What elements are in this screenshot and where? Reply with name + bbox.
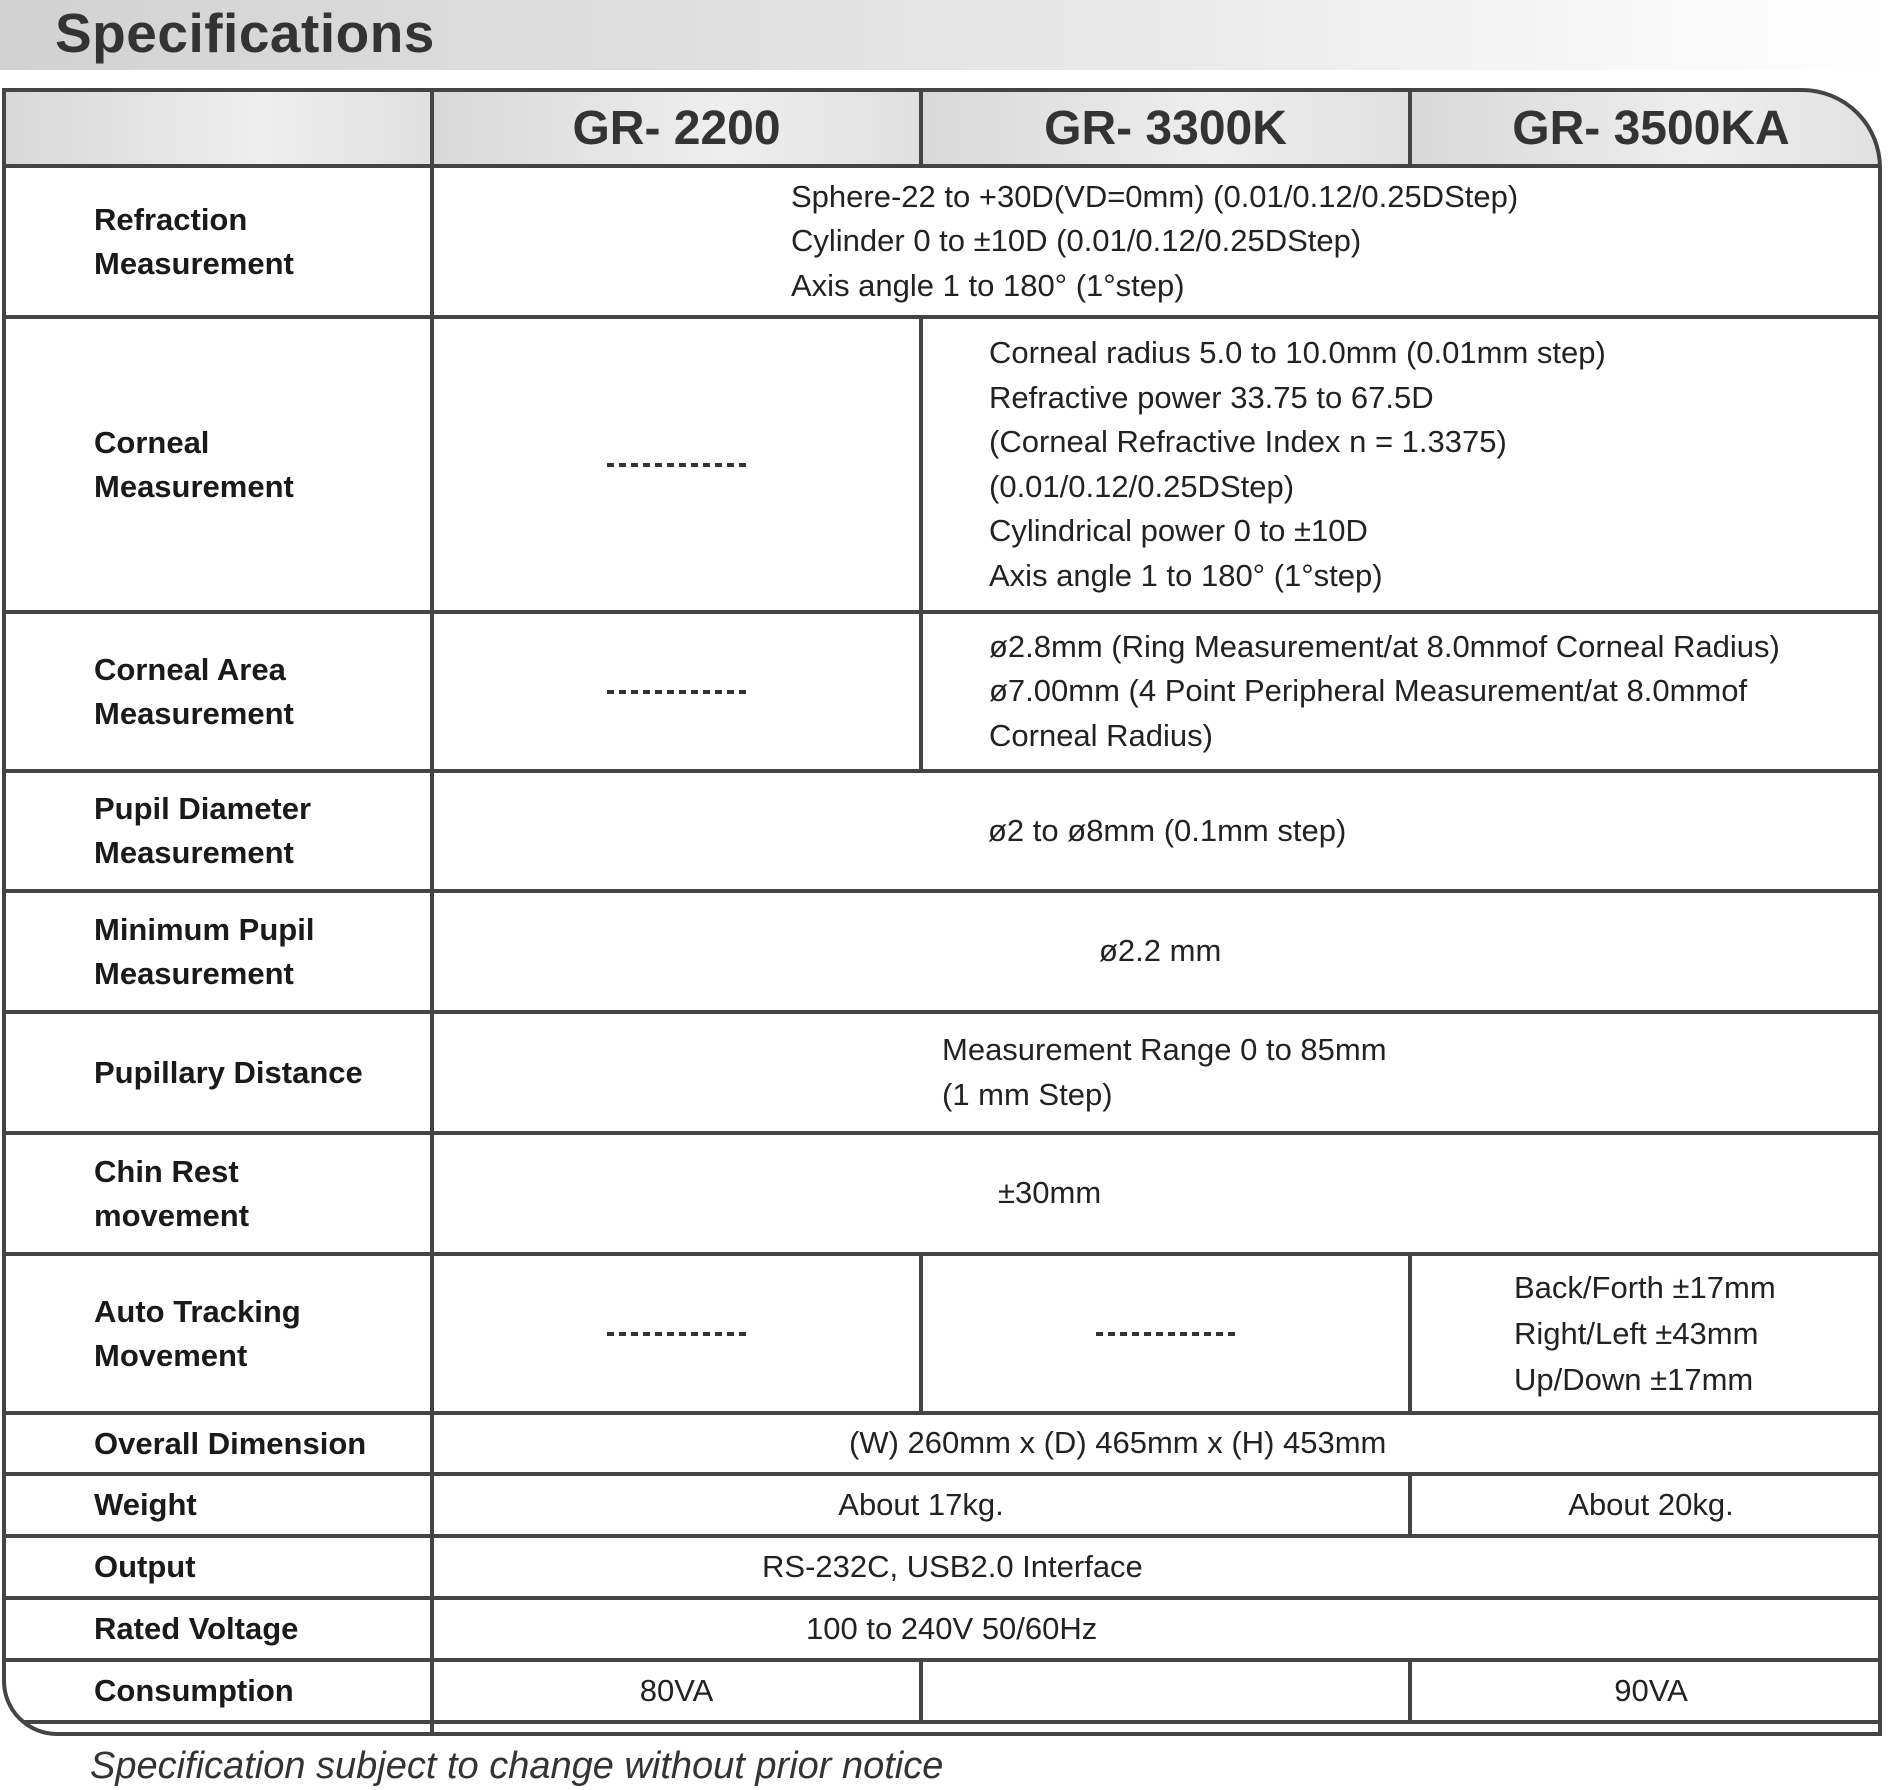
rated-voltage-value <box>434 1600 1882 1658</box>
page-title: Specifications <box>55 2 435 64</box>
value-line: Corneal radius 5.0 to 10.0mm (0.01mm step) <box>989 335 1606 370</box>
label-line: Measurement <box>94 468 294 504</box>
value-line: 80VA <box>639 1672 714 1708</box>
dotted-line <box>607 690 747 694</box>
label-line: Weight <box>94 1487 197 1522</box>
label-line: Corneal Area <box>94 651 286 687</box>
corneal-area-value <box>923 614 1882 769</box>
consumption-gr2200-value <box>434 1662 919 1720</box>
row-label-consumption <box>6 1662 430 1720</box>
weight-gr2200-gr3300k-value <box>434 1476 1408 1534</box>
weight-gr3500ka-value <box>1412 1476 1882 1534</box>
value-line: About 17kg. <box>838 1486 1004 1522</box>
value-line: Right/Left ±43mm <box>1514 1315 1759 1351</box>
label-line: movement <box>94 1197 250 1233</box>
header-gr2200: GR- 2200 <box>434 92 919 164</box>
label-line: Consumption <box>94 1673 294 1708</box>
consumption-gr3500ka-value <box>1412 1662 1882 1720</box>
value-line: Refractive power 33.75 to 67.5D <box>989 379 1434 415</box>
value-line: ±30mm <box>998 1175 1102 1211</box>
label-line: Refraction <box>94 201 248 237</box>
title-bar <box>0 0 1888 70</box>
value-line <box>774 1731 1882 1736</box>
label-line: Measurement <box>94 835 294 870</box>
corneal-value <box>923 319 1882 610</box>
label-line: Pupil Diameter <box>94 791 312 826</box>
value-line: Cylinder 0 to ±10D (0.01/0.12/0.25DStep) <box>791 223 1362 259</box>
value-line: Corneal Radius) <box>989 717 1213 753</box>
label-line: Output <box>94 1549 196 1584</box>
value-line: 100 to 240V 50/60Hz <box>806 1610 1098 1646</box>
power-save-value <box>434 1724 1882 1736</box>
row-label-refraction <box>6 168 430 315</box>
label-line: Rated Voltage <box>94 1611 299 1646</box>
value-line: (1 mm Step) <box>942 1076 1113 1112</box>
label-line: Pupillary Distance <box>94 1054 363 1090</box>
row-label-rated-voltage <box>6 1600 430 1658</box>
row-label-corneal-area <box>6 614 430 769</box>
row-label-pupil-diameter <box>6 773 430 889</box>
label-line: Auto Tracking <box>94 1293 301 1329</box>
value-line: About 20kg. <box>1568 1486 1734 1522</box>
row-label-overall-dimension <box>6 1415 430 1472</box>
row-label-power-save <box>6 1724 430 1736</box>
row-label-auto-tracking <box>6 1256 430 1411</box>
label-line: Corneal <box>94 424 210 460</box>
row-label-pupillary-distance <box>6 1014 430 1131</box>
auto-tracking-gr3500ka-value <box>1412 1256 1882 1411</box>
row-label-minimum-pupil <box>6 893 430 1010</box>
corneal-gr2200-not-available <box>434 319 919 610</box>
label-line <box>94 1731 430 1736</box>
label-line: Movement <box>94 1337 248 1373</box>
row-label-output <box>6 1538 430 1596</box>
value-line: Back/Forth ±17mm <box>1514 1269 1776 1305</box>
consumption-gr3300k-value <box>923 1662 1408 1720</box>
value-line: Up/Down ±17mm <box>1514 1361 1754 1397</box>
value-line: (W) 260mm x (D) 465mm x (H) 453mm <box>849 1425 1387 1461</box>
label-line: Measurement <box>94 245 294 281</box>
pupillary-distance-value <box>434 1014 1882 1131</box>
specifications-table <box>2 88 1882 1736</box>
label-line: Overall Dimension <box>94 1425 367 1461</box>
value-line: (0.01/0.12/0.25DStep) <box>989 468 1295 504</box>
value-line: ø2.2 mm <box>1099 933 1222 969</box>
value-line: Sphere-22 to +30D(VD=0mm) (0.01/0.12/0.25DStep) <box>791 178 1519 214</box>
corneal-area-gr2200-not-available <box>434 614 919 769</box>
output-value <box>434 1538 1882 1596</box>
row-label-weight <box>6 1476 430 1534</box>
label-line: Chin Rest <box>94 1153 239 1189</box>
footnote: Specification subject to change without prior notice <box>90 1745 944 1787</box>
value-line: ø7.00mm (4 Point Peripheral Measurement/at 8.0mmof <box>989 673 1748 709</box>
value-line: (Corneal Refractive Index n = 1.3375) <box>989 424 1507 459</box>
value-line: ø2 to ø8mm (0.1mm step) <box>988 812 1347 848</box>
refraction-value <box>434 168 1882 315</box>
auto-tracking-gr2200-not-available <box>434 1256 919 1411</box>
auto-tracking-gr3300k-not-available <box>923 1256 1408 1411</box>
value-line: RS-232C, USB2.0 Interface <box>762 1548 1143 1584</box>
dotted-line <box>607 1332 747 1336</box>
value-line: ø2.8mm (Ring Measurement/at 8.0mmof Corneal Radius) <box>989 628 1780 664</box>
overall-dimension-value <box>434 1415 1882 1472</box>
dotted-line <box>1096 1332 1236 1336</box>
value-line: Cylindrical power 0 to ±10D <box>989 513 1368 548</box>
row-label-corneal <box>6 319 430 610</box>
header-gr3500ka: GR- 3500KA <box>1412 92 1882 164</box>
value-line: 90VA <box>1614 1672 1688 1708</box>
value-line: Measurement Range 0 to 85mm <box>942 1032 1387 1067</box>
header-gr3300k: GR- 3300K <box>923 92 1408 164</box>
dotted-line <box>607 463 747 467</box>
header-corner <box>6 92 430 164</box>
label-line: Measurement <box>94 695 294 731</box>
chin-rest-value <box>434 1135 1882 1252</box>
pupil-diameter-value <box>434 773 1882 889</box>
value-line: Axis angle 1 to 180° (1°step) <box>791 267 1185 303</box>
value-line: Axis angle 1 to 180° (1°step) <box>989 557 1383 593</box>
row-label-chin-rest <box>6 1135 430 1252</box>
label-line: Minimum Pupil <box>94 911 315 947</box>
minimum-pupil-value <box>434 893 1882 1010</box>
label-line: Measurement <box>94 955 294 991</box>
